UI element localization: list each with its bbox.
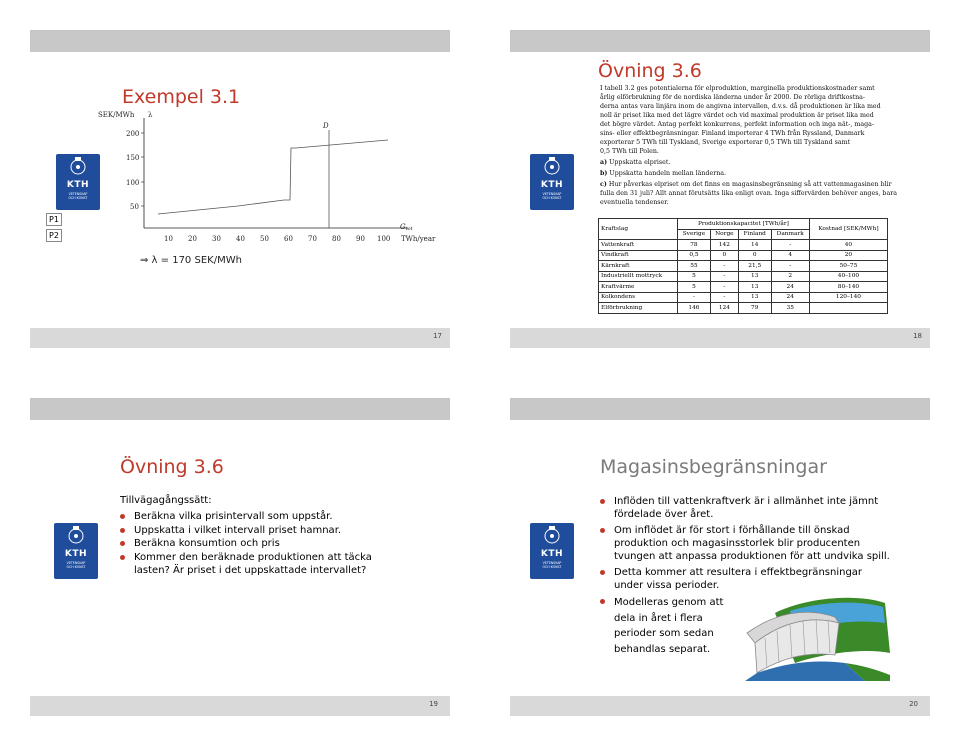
supply-curve-chart [98, 108, 438, 248]
tab-p1[interactable]: P1 [46, 213, 62, 226]
slide-17 [30, 30, 450, 348]
x-tick-30: 30 [212, 235, 221, 243]
slide-title: Exempel 3.1 [122, 86, 241, 108]
slide-header-bar [510, 30, 930, 52]
slide-title: Övning 3.6 [120, 456, 224, 478]
x-tick-40: 40 [236, 235, 245, 243]
production-table [598, 218, 888, 314]
list-item: Detta kommer att resultera i effektbegränsningar under vissa perioder. [600, 566, 890, 592]
x-tick-60: 60 [284, 235, 293, 243]
kth-logo-subtext: VETENSKAP OCH KONST [542, 192, 562, 200]
slide-title: Magasinsbegränsningar [600, 456, 827, 478]
kth-logo [530, 523, 574, 579]
table-row: Elförbrukning 146 124 79 35 [599, 303, 888, 314]
x-tick-90: 90 [356, 235, 365, 243]
kth-logo [530, 154, 574, 210]
page-number: 19 [429, 700, 438, 708]
table-row: Vindkraft 0,5 0 0 4 20 [599, 250, 888, 261]
chart-ylabel: SEK/MWh [98, 111, 135, 119]
y-tick-150: 150 [126, 154, 140, 162]
result-text: ⇒ λ = 170 SEK/MWh [140, 255, 242, 266]
list-item: Uppskatta i vilket intervall priset hamnar. [120, 524, 400, 538]
list-item: Inflöden till vattenkraftverk är i allmänhet inte jämnt fördelade över året. [600, 495, 890, 521]
supply-curve [158, 140, 388, 214]
table-header-country: Sverige [678, 229, 711, 240]
table-header-country: Finland [738, 229, 771, 240]
y-tick-50: 50 [130, 203, 139, 211]
kth-logo-text: KTH [66, 180, 90, 190]
list-item: Om inflödet är för stort i förhållande till önskad produktion och magasinsstorlek blir producenten tvungen att anpassa produktionen för att undvika spill. [600, 524, 890, 563]
slide-title: Övning 3.6 [598, 60, 702, 82]
y-tick-200: 200 [126, 130, 140, 138]
x-tick-100: 100 [377, 235, 391, 243]
kth-logo-text: KTH [64, 549, 88, 559]
chart-curve-label: D [323, 122, 329, 130]
page-number: 18 [913, 332, 922, 340]
x-tick-20: 20 [188, 235, 197, 243]
slide-18 [510, 30, 930, 348]
table-row: Kolkondens - - 13 24 120–140 [599, 292, 888, 303]
table-header-country: Norge [710, 229, 738, 240]
y-tick-100: 100 [126, 179, 140, 187]
kth-logo-subtext: VETENSKAP OCH KONST [542, 561, 562, 569]
list-item: Beräkna konsumtion och pris [120, 537, 400, 551]
x-tick-80: 80 [332, 235, 341, 243]
kth-logo [56, 154, 100, 210]
slide-20 [510, 398, 930, 716]
question-b: b) Uppskatta handeln mellan länderna. [600, 170, 727, 177]
slide-header-bar [30, 30, 450, 52]
table-header-country: Danmark [771, 229, 809, 240]
table-header-capacity: Produktionskapacitet [TWh/år] [678, 219, 810, 230]
list-item: Beräkna vilka prisintervall som uppstår. [120, 510, 400, 524]
kth-logo-subtext: VETENSKAP OCH KONST [68, 192, 88, 200]
page-number: 17 [433, 332, 442, 340]
kth-logo-text: KTH [540, 180, 564, 190]
chart-x-unit: TWh/year [401, 235, 436, 243]
chart-lambda-label: λ [148, 111, 153, 119]
dam-illustration [735, 593, 895, 683]
slide-header-bar [30, 398, 450, 420]
x-tick-50: 50 [260, 235, 269, 243]
slide-footer-bar [510, 328, 930, 348]
table-header-kraftslag: Kraftslag [599, 219, 678, 240]
table-row: Kärnkraft 55 - 21,5 - 50–75 [599, 261, 888, 272]
slide-footer-bar [30, 696, 450, 716]
table-row: Vattenkraft 78 142 14 - 40 [599, 240, 888, 251]
kth-logo-subtext: VETENSKAP OCH KONST [66, 561, 86, 569]
question-c: c) Hur påverkas elpriset om det finns en magasinsbegränsning så att vattenmagasinen blir fulla den 31 juli? Allt annat förutsätts lika enligt ovan. Inga siffervärden behöver anges, bara eventuella tendenser. [600, 181, 897, 206]
table-row: Kraftvärme 5 - 13 24 80–140 [599, 282, 888, 293]
slide-footer-bar [510, 696, 930, 716]
kth-logo [54, 523, 98, 579]
kth-logo-text: KTH [540, 549, 564, 559]
procedure-list [120, 510, 400, 578]
list-item: Modelleras genom att dela in året i flera perioder som sedan behandlas separat. [600, 595, 890, 657]
table-header-cost: Kostnad [SEK/MWh] [809, 219, 887, 240]
slide-header-bar [510, 398, 930, 420]
x-tick-70: 70 [308, 235, 317, 243]
x-tick-10: 10 [164, 235, 173, 243]
procedure-intro: Tillvägagångssätt: [120, 495, 212, 506]
question-a: a) Uppskatta elpriset. [600, 159, 671, 166]
slide-19 [30, 398, 450, 716]
table-row: Industriellt mottryck 5 - 13 2 40–100 [599, 271, 888, 282]
slide-footer-bar [30, 328, 450, 348]
page-number: 20 [909, 700, 918, 708]
exercise-text: I tabell 3.2 ges potentialerna för elproduktion, marginella produktionskostnader samt årlig elförbrukning för de nordiska länderna under år 2000. De rörliga driftkostna- derna antas vara linjära inom de angivna intervallen, d.v.s. då produktionen är lika med noll är priset lika med det lägre värdet och vid maximal produktion är priset lika med det högre värdet. Antag perfekt konkurrens, perfekt information och inga nät-, maga- sins- eller effektbegränsningar. Finland importerar 4 TWh från Ryssland, Danmark exporterar 5 TWh till Tyskland, Sverige exporterar 0,5 TWh till Tyskland samt 0,5 TWh till Polen. a) Uppskatta elpriset. b) Uppskatta handeln mellan länderna. c) Hur påverkas elpriset om det finns en magasinsbegränsning så att vattenmagasinen blir fulla den 31 juli? Allt annat förutsätts lika enligt ovan. Inga siffervärden behöver anges, bara eventuella tendenser. [600, 84, 900, 207]
tab-p2[interactable]: P2 [46, 229, 62, 242]
list-item: Kommer den beräknade produktionen att täcka lasten? Är priset i det uppskattade intervallet? [120, 551, 400, 578]
chart-x-label: Gtot [400, 223, 413, 232]
